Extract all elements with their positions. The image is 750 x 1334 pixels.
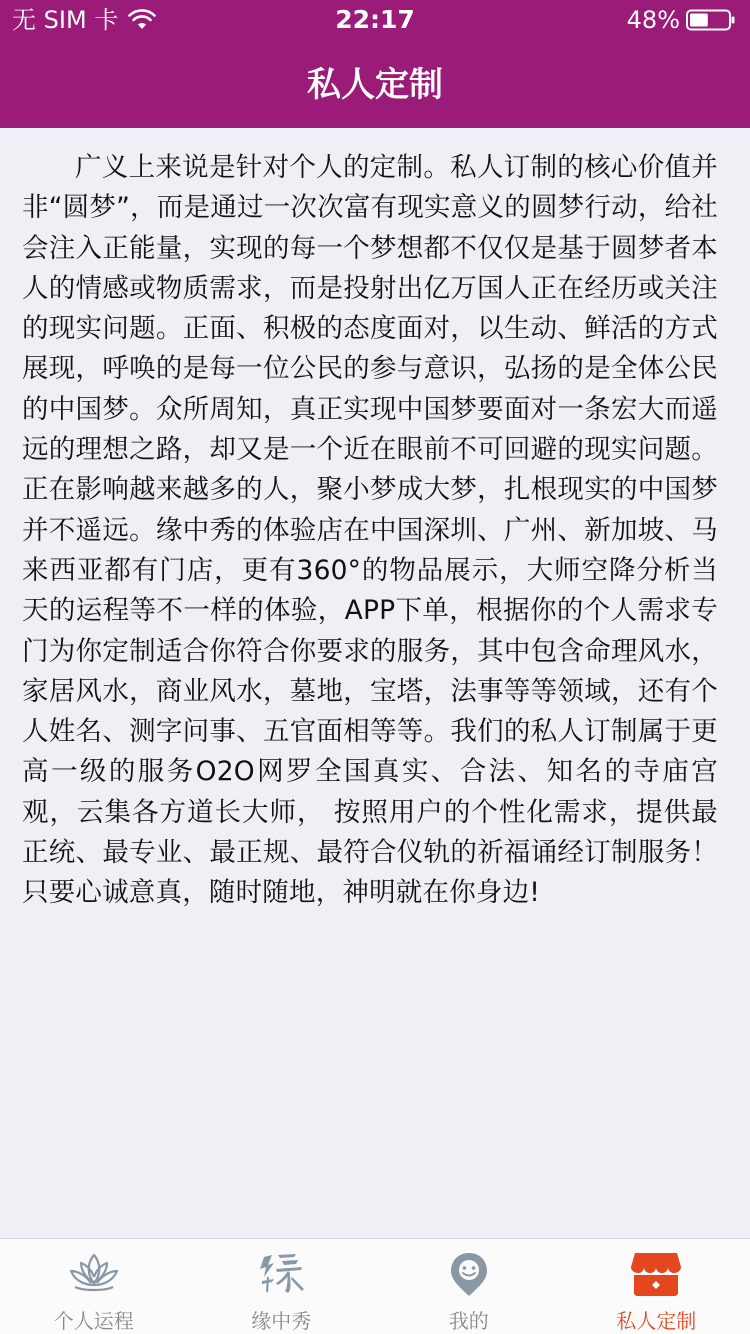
tab-label: 个人运程	[53, 1309, 134, 1333]
status-time: 22:17	[335, 5, 415, 34]
battery-icon	[686, 9, 736, 31]
page-title: 私人定制	[307, 65, 443, 105]
tab-label: 我的	[448, 1309, 489, 1333]
storefront-icon	[629, 1251, 683, 1297]
location-pin-icon	[442, 1251, 496, 1297]
tab-yuanzhongxiu[interactable]	[188, 1239, 376, 1334]
lotus-icon	[67, 1251, 121, 1297]
article-body	[22, 148, 718, 914]
carrier-label: 无 SIM 卡	[12, 6, 119, 34]
yuan-calligraphy-icon	[254, 1251, 308, 1297]
status-bar	[0, 0, 750, 40]
status-right	[627, 0, 736, 40]
tab-label: 缘中秀	[251, 1309, 312, 1333]
tab-bar	[0, 1238, 750, 1334]
tab-personal-fortune[interactable]	[0, 1239, 188, 1334]
battery-percent: 48%	[626, 6, 680, 34]
tab-mine[interactable]	[375, 1239, 563, 1334]
tab-private-custom[interactable]	[563, 1239, 750, 1334]
article-text: 广义上来说是针对个人的定制。私人订制的核心价值并非“圆梦”，而是通过一次次富有现实意义的圆梦行动，给社会注入正能量，实现的每一个梦想都不仅仅是基于圆梦者本人的情感或物质需求，而是投射出亿万国人正在经历或关注的现实问题。正面、积极的态度面对，以生动、鲜活的方式展现，呼唤的是每一位公民的参与意识，弘扬的是全体公民的中国梦。众所周知，真正实现中国梦要面对一条宏大而遥远的理想之路，却又是一个近在眼前不可回避的现实问题。正在影响越来越多的人，聚小梦成大梦，扎根现实的中国梦并不遥远。缘中秀的体验店在中国深圳、广州、新加坡、马来西亚都有门店，更有360°的物品展示，大师空降分析当天的运程等不一样的体验，APP下单，根据你的个人需求专门为你定制适合你符合你要求的服务，其中包含命理风水，家居风水，商业风水，墓地，宝塔，法事等等领域，还有个人姓名、测字问事、五官面相等等。我们的私人订制属于更高一级的服务O2O网罗全国真实、合法、知名的寺庙宫观，云集各方道长大师， 按照用户的个性化需求，提供最正统、最专业、最正规、最符合仪轨的祈福诵经订制服务！ 只要心诚意真，随时随地，神明就在你身边!	[22, 152, 718, 909]
tab-label: 私人定制	[616, 1309, 697, 1333]
header	[0, 0, 750, 128]
